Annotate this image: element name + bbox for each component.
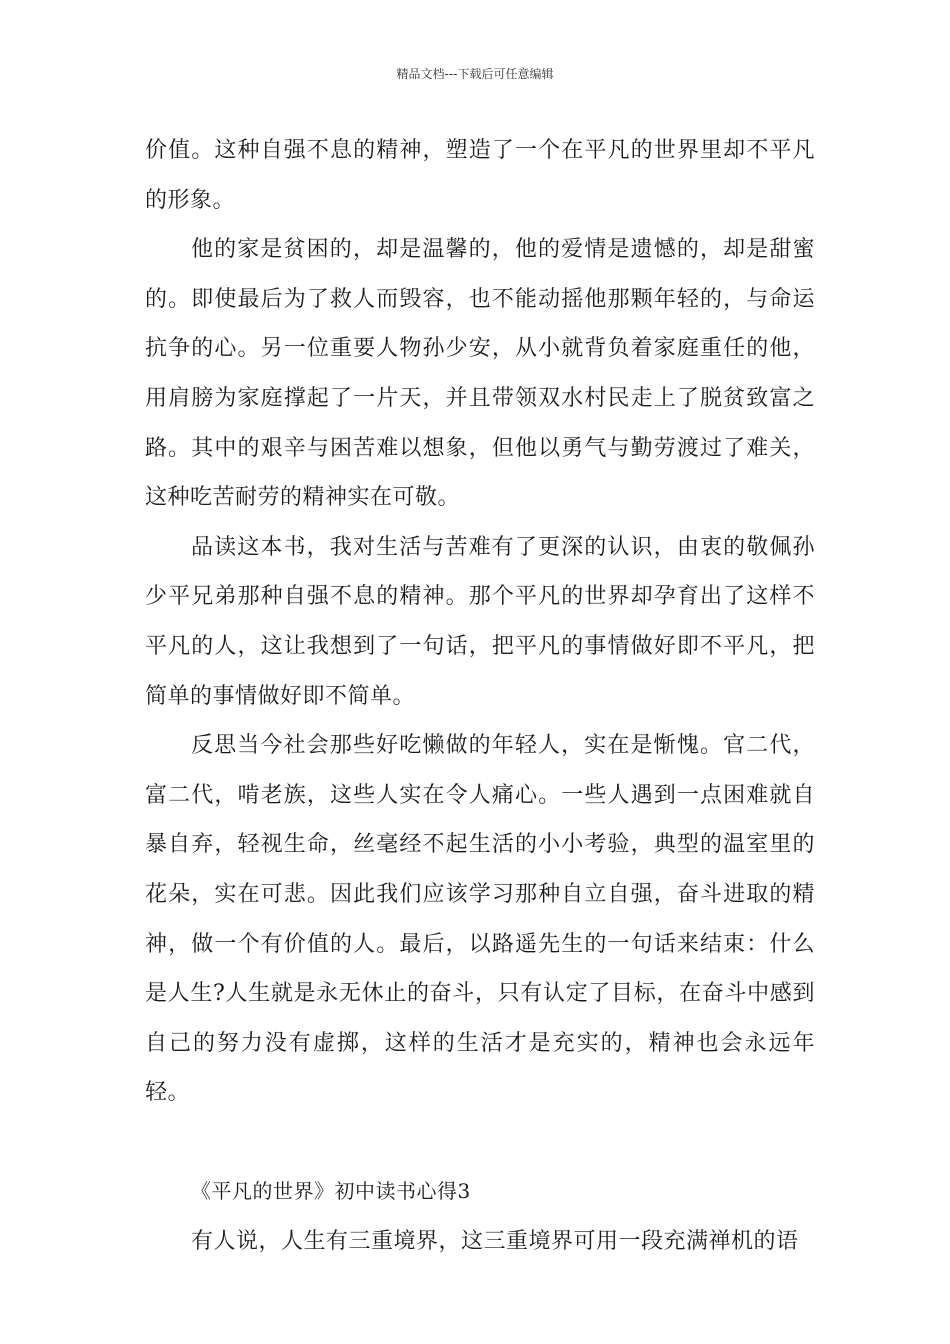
paragraph: 有人说，人生有三重境界，这三重境界可用一段充满禅机的语 bbox=[191, 1229, 799, 1255]
section-title: 《平凡的世界》初中读书心得3 bbox=[191, 1179, 471, 1204]
paragraph: 他的家是贫困的，却是温馨的，他的爱情是遗憾的，却是甜蜜的。即使最后为了救人而毁容，也不能动摇他那颗年轻的，与命运抗争的心。另一位重要人物孙少安，从小就背负着家庭重任的他，用肩膀为家庭撑起了一片天，并且带领双水村民走上了脱贫致富之路。其中的艰辛与困苦难以想象，但他以勇气与勤劳渡过了难关，这种吃苦耐劳的精神实在可敬。 bbox=[145, 237, 815, 511]
paragraph: 反思当今社会那些好吃懒做的年轻人，实在是惭愧。官二代，富二代，啃老族，这些人实在令人痛心。一些人遇到一点困难就自暴自弃，轻视生命，丝毫经不起生活的小小考验，典型的温室里的花朵，实在可悲。因此我们应该学习那种自立自强，奋斗进取的精神，做一个有价值的人。最后，以路遥先生的一句话来结束：什么是人生?人生就是永无休止的奋斗，只有认定了目标，在奋斗中感到自己的努力没有虚掷，这样的生活才是充实的，精神也会永远年轻。 bbox=[145, 733, 815, 1106]
paragraph: 品读这本书，我对生活与苦难有了更深的认识，由衷的敬佩孙少平兄弟那种自强不息的精神。那个平凡的世界却孕育出了这样不平凡的人，这让我想到了一句话，把平凡的事情做好即不平凡，把简单的事情做好即不简单。 bbox=[145, 534, 815, 709]
paragraph-continued: 价值。这种自强不息的精神，塑造了一个在平凡的世界里却不平凡的形象。 bbox=[145, 138, 815, 213]
page-header: 精品文档---下载后可任意编辑 bbox=[396, 67, 554, 81]
document-body bbox=[145, 126, 815, 1267]
